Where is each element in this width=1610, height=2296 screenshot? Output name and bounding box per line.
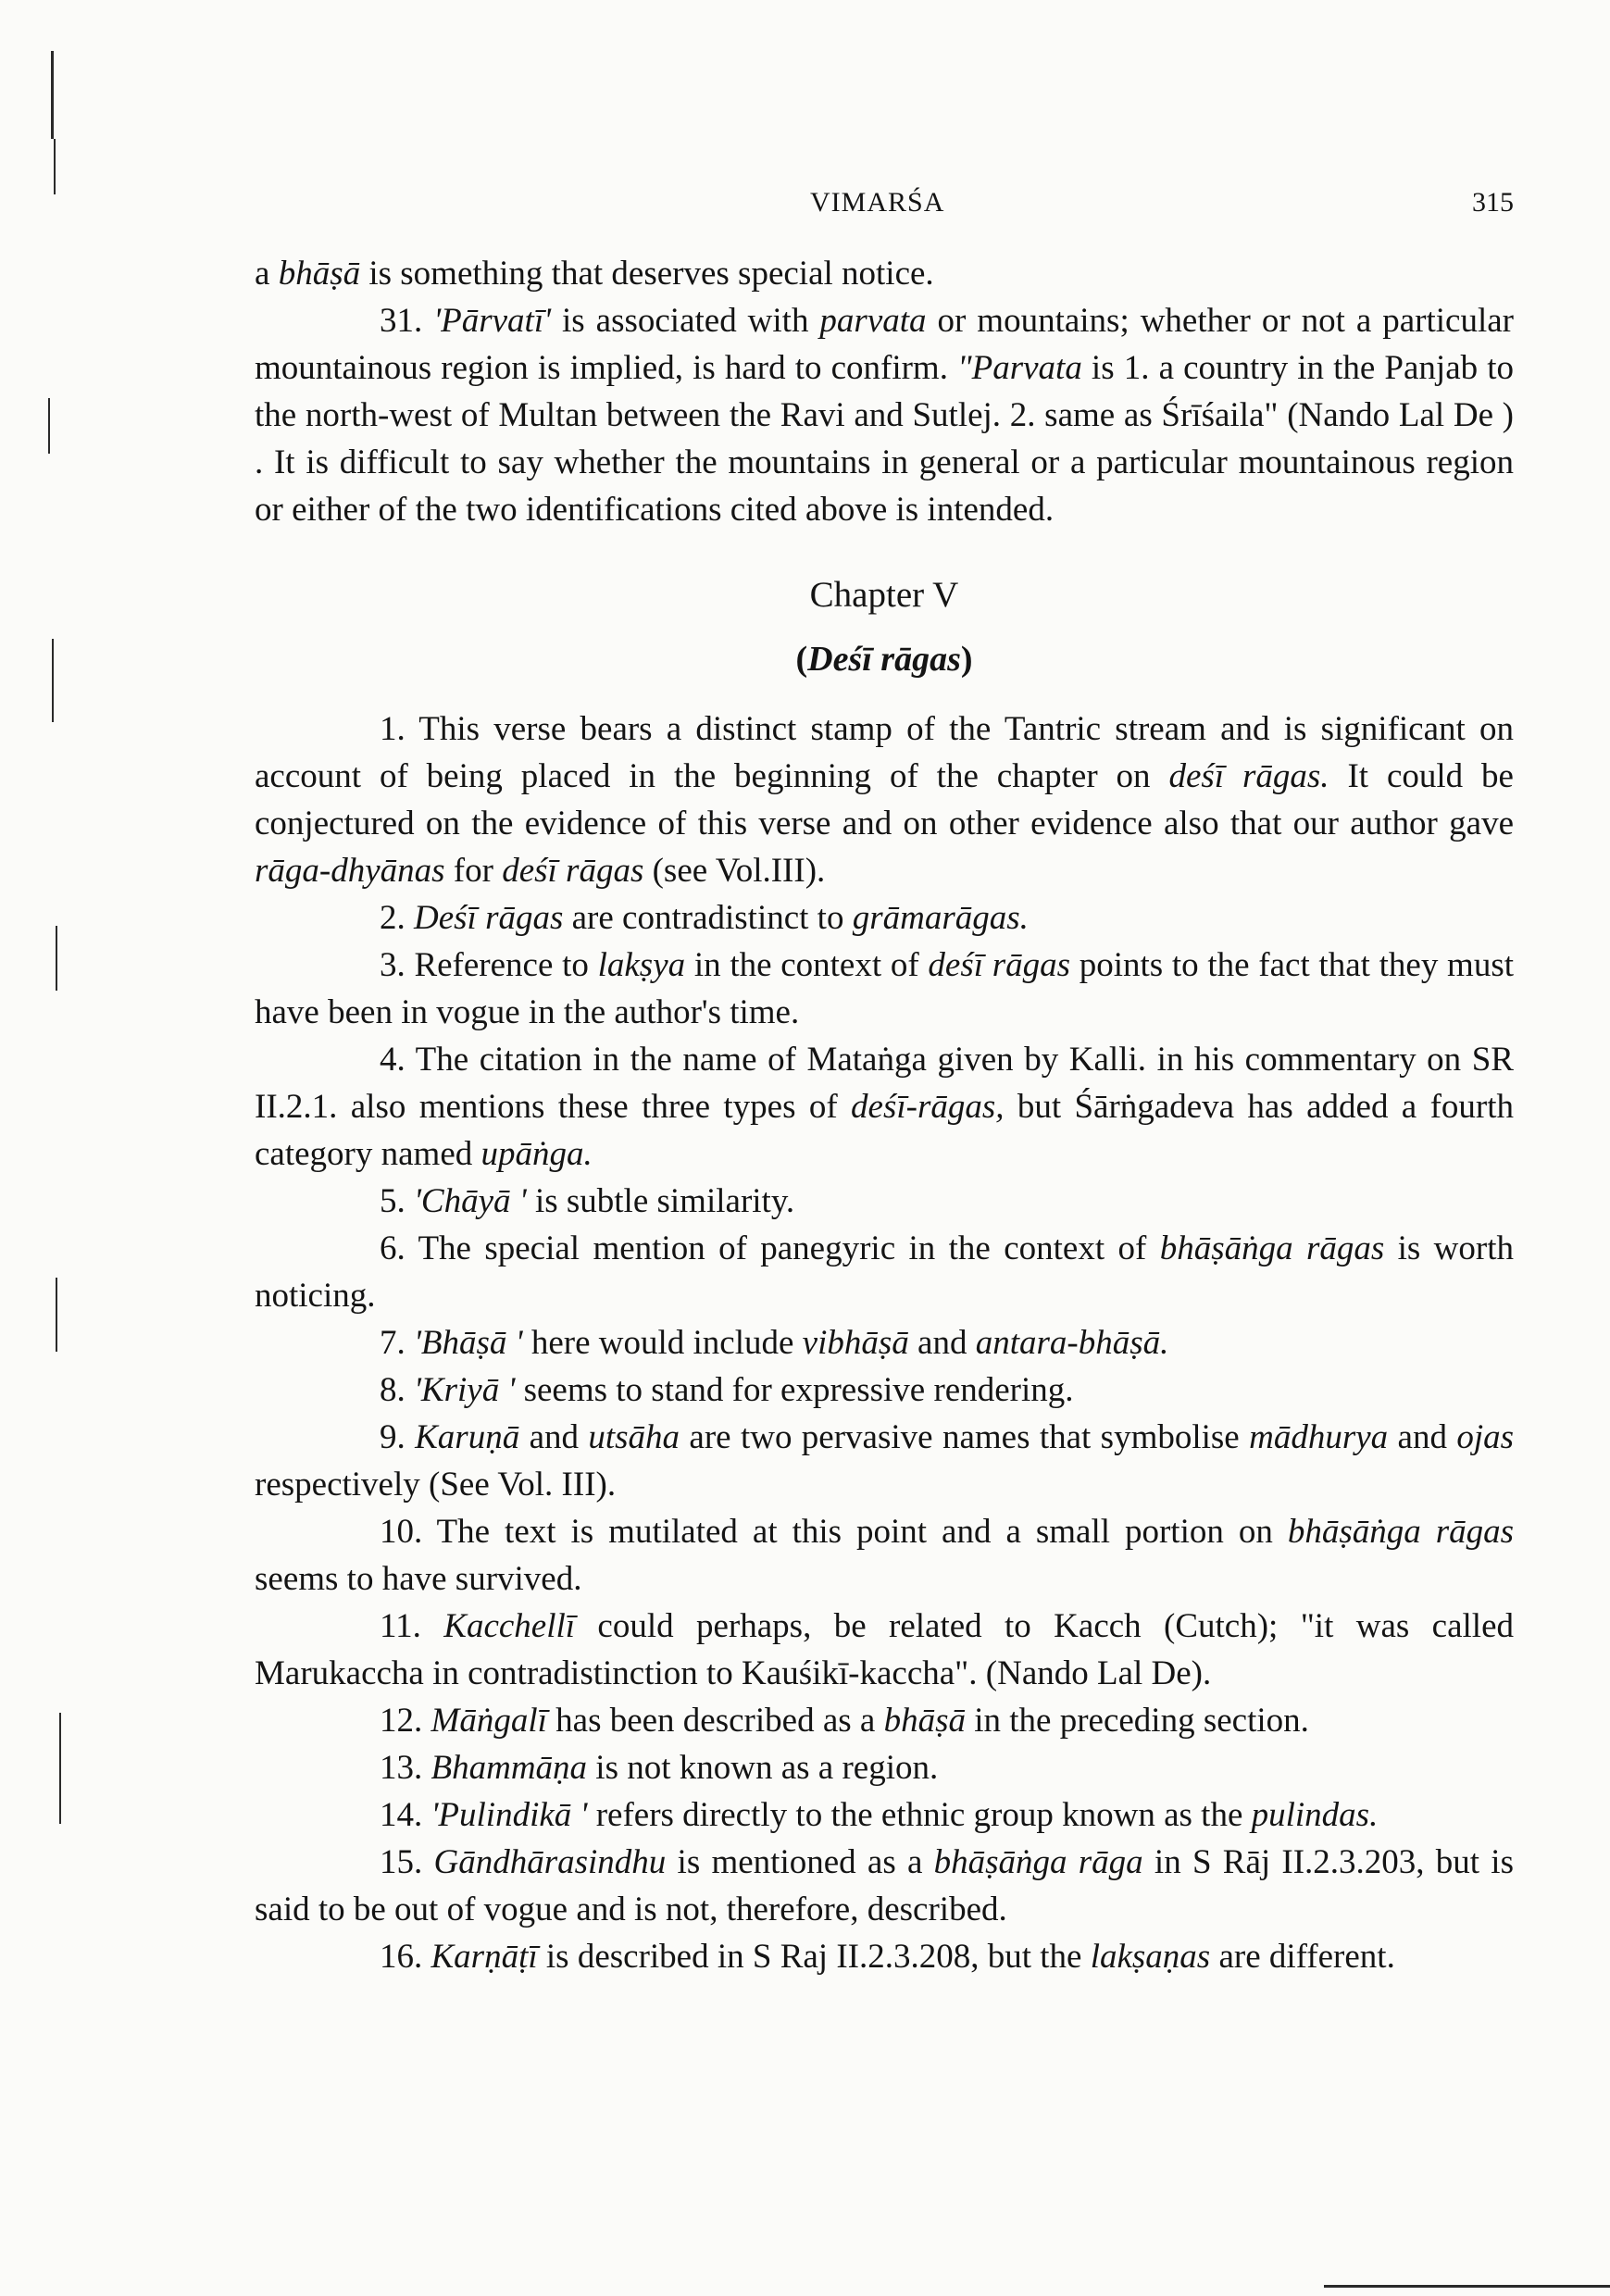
note-9 (255, 1414, 1514, 1508)
text-run: in the context of (685, 946, 929, 984)
text-run: 7. (380, 1324, 414, 1362)
text-run: 14. (380, 1796, 431, 1834)
text-run: 10. The text is mutilated at this point and a small portion on (380, 1513, 1288, 1551)
text-run: seems to stand for expressive rendering. (515, 1371, 1074, 1409)
page-number: 315 (1472, 187, 1514, 218)
text-run: but Śārṅgadeva has added a fourth category named (255, 1088, 1514, 1173)
italic-term: 'Chāyā ' (414, 1182, 527, 1220)
note-number: 31. (380, 302, 434, 340)
italic-term: parvata (819, 302, 927, 340)
text-run: 5. (380, 1182, 414, 1220)
italic-term: 'Pulindikā ' (431, 1796, 588, 1834)
running-head (255, 187, 1514, 224)
italic-term: bhāṣāṅga rāga (933, 1843, 1143, 1881)
italic-term: "Parvata (957, 349, 1082, 387)
italic-term: Bhammāṇa (431, 1749, 588, 1787)
text-run: 13. (380, 1749, 431, 1787)
running-head-title: VIMARŚA (810, 187, 945, 218)
scan-margin-line (59, 1713, 61, 1824)
italic-term: lakṣaṇas (1090, 1938, 1211, 1976)
text-run: could perhaps, be related to Kacch (Cutch); "it was called Marukaccha in contradistinction to Kauśikī-kaccha". (Nando Lal De). (255, 1607, 1514, 1692)
italic-term: Kacchellī (443, 1607, 576, 1645)
text-run: in the preceding section. (965, 1702, 1309, 1740)
italic-term: antara-bhāṣā. (975, 1324, 1169, 1362)
continued-paragraph (255, 250, 1514, 297)
note-1 (255, 705, 1514, 894)
text-run: 9. (380, 1418, 416, 1456)
text-run: points to the fact that they must have been in vogue in the author's time. (255, 946, 1514, 1031)
chapter-subtitle (255, 633, 1514, 685)
text-run: 3. Reference to (380, 946, 598, 984)
text-run: 16. (380, 1938, 431, 1976)
text-run: 4. The citation in the name of Mataṅga given by Kalli. in his commentary on SR II.2.1. also mentions these three types of (255, 1041, 1514, 1126)
italic-term: lakṣya (597, 946, 686, 984)
scan-margin-line (48, 398, 50, 454)
italic-term: pulindas. (1251, 1796, 1379, 1834)
note-4 (255, 1036, 1514, 1178)
text-run: 2. (380, 899, 414, 937)
text-run: are different. (1210, 1938, 1395, 1976)
scan-margin-line (52, 639, 54, 722)
page-body (255, 250, 1514, 1980)
note-12 (255, 1697, 1514, 1744)
text-run: (see Vol.III). (643, 852, 826, 890)
text-run: 15. (380, 1843, 434, 1881)
text-run: ) (960, 640, 973, 679)
note-14 (255, 1791, 1514, 1839)
scan-margin-line (56, 1278, 57, 1352)
text-run: a (255, 255, 279, 293)
text-run: refers directly to the ethnic group known as the (587, 1796, 1252, 1834)
italic-term: Deśī rāgas (807, 640, 961, 679)
text-run: is subtle similarity. (526, 1182, 795, 1220)
text-run: 6. The special mention of panegyric in the context of (380, 1229, 1160, 1267)
italic-term: 'Kriyā ' (414, 1371, 516, 1409)
italic-term: upāṅga. (481, 1135, 593, 1173)
text-run: 12. (380, 1702, 431, 1740)
italic-term: rāga-dhyānas (255, 852, 445, 890)
italic-term: Gāndhārasindhu (433, 1843, 667, 1881)
text-run: respectively (See Vol. III). (255, 1466, 617, 1504)
text-run: ( (795, 640, 808, 679)
italic-term: Karuṇā (415, 1418, 520, 1456)
note-3 (255, 942, 1514, 1036)
note-13 (255, 1744, 1514, 1791)
text-run: in S Rāj II.2.3.203, but is said to be out of vogue and is not, therefore, described. (255, 1843, 1514, 1928)
note-7 (255, 1319, 1514, 1366)
note-5 (255, 1178, 1514, 1225)
text-run: for (444, 852, 503, 890)
text-run: are contradistinct to (563, 899, 853, 937)
note-2 (255, 894, 1514, 942)
text-run: 1. This verse bears a distinct stamp of the Tantric stream and is significant on account of being placed in the beginning of the chapter on (255, 710, 1514, 795)
italic-term: deśī rāgas (502, 852, 644, 890)
note-16 (255, 1933, 1514, 1980)
scan-bottom-rule (1324, 2285, 1610, 2288)
note-10 (255, 1508, 1514, 1603)
text-run: is mentioned as a (666, 1843, 934, 1881)
italic-term: Karṇāṭī (431, 1938, 538, 1976)
text-run: is not known as a region. (587, 1749, 939, 1787)
text-run: is associated with (551, 302, 820, 340)
text-run: 8. (380, 1371, 414, 1409)
scan-margin-line (51, 51, 54, 139)
text-run: are two pervasive names that symbolise (680, 1418, 1250, 1456)
italic-term: Deśī rāgas (414, 899, 564, 937)
text-run: has been described as a (546, 1702, 884, 1740)
note-31 (255, 297, 1514, 533)
italic-term: 'Pārvatī' (433, 302, 552, 340)
text-run: is something that deserves special notice. (360, 255, 934, 293)
note-8 (255, 1366, 1514, 1414)
chapter-heading: Chapter V (809, 575, 959, 615)
italic-term: deśī-rāgas, (851, 1088, 1005, 1126)
text-run: is described in S Raj II.2.3.208, but the (537, 1938, 1091, 1976)
note-11 (255, 1603, 1514, 1697)
text-run: It could be conjectured on the evidence of this verse and on other evidence also that our author gave (255, 757, 1514, 842)
text-run: is worth noticing. (255, 1229, 1515, 1315)
italic-term: Māṅgalī (431, 1702, 547, 1740)
text-run: here would include (522, 1324, 803, 1362)
text-run: is 1. a country in the Panjab to the north-west of Multan between the Ravi and Sutlej. 2. same as Śrīśaila" (Nando Lal De ) . It is difficult to say whether the mountains in general or a particular mountainous region or either of the two identifications cited above is intended. (255, 349, 1515, 529)
note-15 (255, 1839, 1514, 1933)
scan-margin-line (54, 139, 56, 194)
italic-term: bhāṣāṅga rāgas (1287, 1513, 1514, 1551)
italic-term: 'Bhāṣā ' (414, 1324, 523, 1362)
italic-term: deśī rāgas (928, 946, 1070, 984)
italic-term: bhāṣāṅga rāgas (1159, 1229, 1385, 1267)
italic-term: utsāha (588, 1418, 680, 1456)
text-run: and (908, 1324, 976, 1362)
text-run: or mountains; whether or not a particular mountainous region is implied, is hard to confirm. (255, 302, 1515, 387)
text-run: seems to have survived. (255, 1560, 582, 1598)
italic-term: grāmarāgas. (852, 899, 1029, 937)
scan-margin-line (56, 926, 57, 991)
italic-term: mādhurya (1249, 1418, 1389, 1456)
note-6 (255, 1225, 1514, 1319)
italic-term: ojas (1456, 1418, 1514, 1456)
italic-term: bhāṣā (883, 1702, 966, 1740)
text-run: and (519, 1418, 589, 1456)
text-run: 11. (380, 1607, 444, 1645)
italic-term: bhāṣā (278, 255, 361, 293)
text-run: and (1388, 1418, 1457, 1456)
italic-term: vibhāṣā (802, 1324, 909, 1362)
italic-term: deśī rāgas. (1168, 757, 1329, 795)
